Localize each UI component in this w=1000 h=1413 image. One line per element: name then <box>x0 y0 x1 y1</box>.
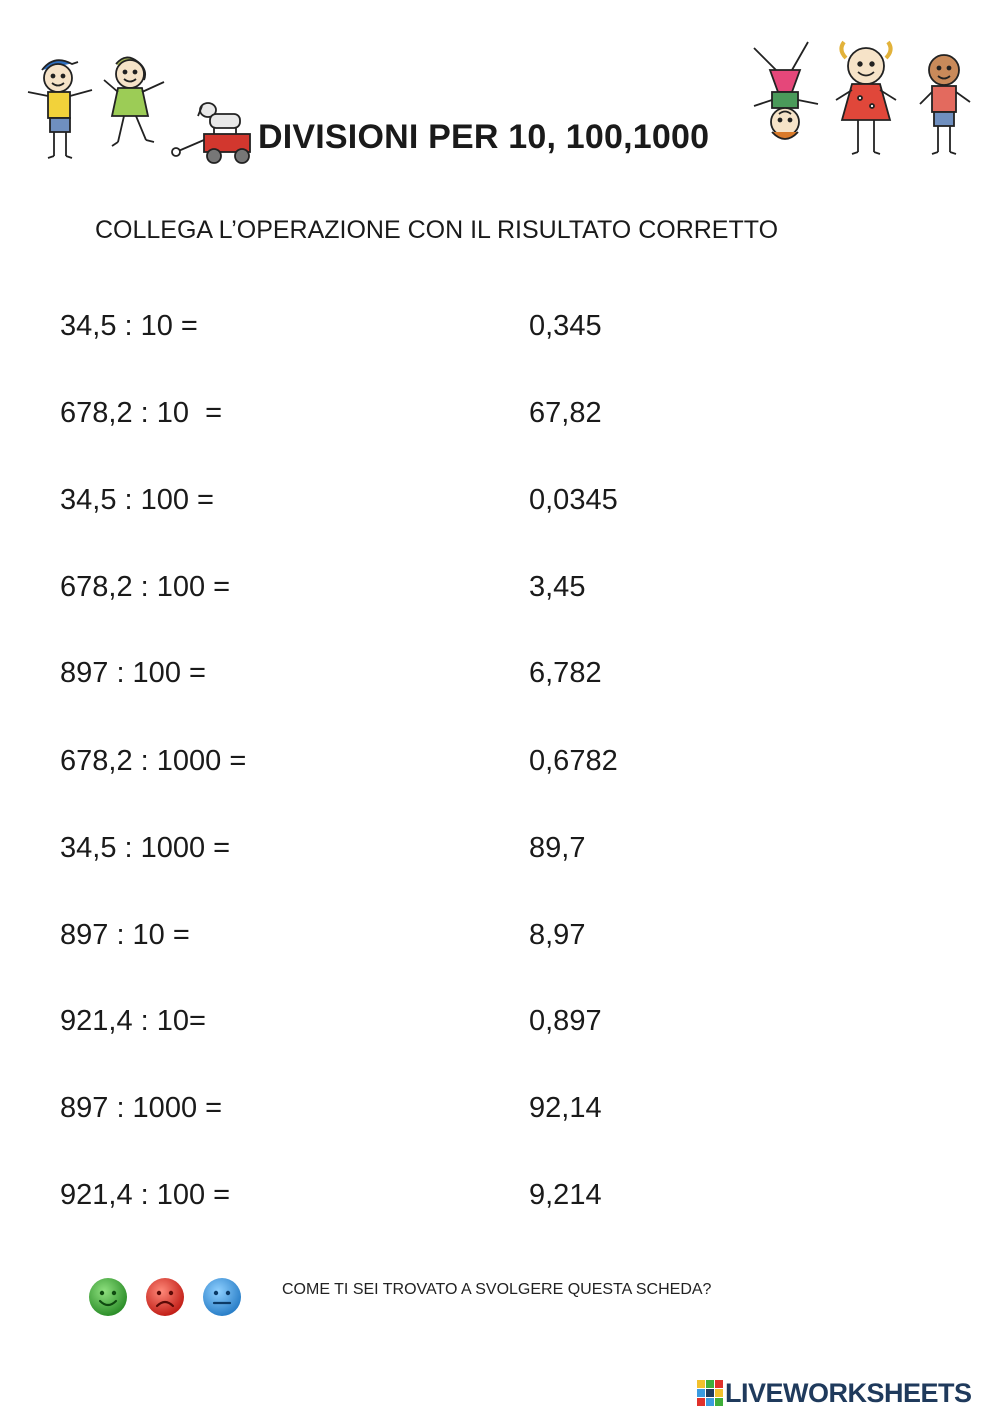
operation-item[interactable]: 921,4 : 100 = <box>60 1179 231 1211</box>
result-item[interactable]: 67,82 <box>529 397 602 429</box>
result-item[interactable]: 9,214 <box>529 1179 602 1211</box>
operation-item[interactable]: 678,2 : 100 = <box>60 571 231 603</box>
brand-name: LIVEWORKSHEETS <box>725 1377 972 1408</box>
result-item[interactable]: 6,782 <box>529 657 602 689</box>
operation-item[interactable]: 34,5 : 100 = <box>60 484 214 516</box>
operation-item[interactable]: 921,4 : 10= <box>60 1005 206 1037</box>
neutral-face-icon[interactable] <box>202 1277 242 1317</box>
happy-face-icon[interactable] <box>88 1277 128 1317</box>
feedback-question: COME TI SEI TROVATO A SVOLGERE QUESTA SCHEDA? <box>282 1281 712 1298</box>
liveworksheets-brand <box>697 1378 972 1408</box>
operation-item[interactable]: 897 : 10 = <box>60 919 190 951</box>
result-item[interactable]: 0,0345 <box>529 484 618 516</box>
operation-item[interactable]: 897 : 100 = <box>60 657 206 689</box>
instruction-text: COLLEGA L’OPERAZIONE CON IL RISULTATO CORRETTO <box>95 216 779 244</box>
operation-item[interactable]: 678,2 : 1000 = <box>60 745 247 777</box>
result-item[interactable]: 8,97 <box>529 919 586 951</box>
page-title: DIVISIONI PER 10, 100,1000 <box>258 118 710 156</box>
liveworksheets-logo-icon <box>697 1380 723 1406</box>
operation-item[interactable]: 897 : 1000 = <box>60 1092 223 1124</box>
result-item[interactable]: 0,345 <box>529 310 602 342</box>
result-item[interactable]: 89,7 <box>529 832 586 864</box>
sad-face-icon[interactable] <box>145 1277 185 1317</box>
operation-item[interactable]: 34,5 : 10 = <box>60 310 198 342</box>
result-item[interactable]: 0,6782 <box>529 745 618 777</box>
result-item[interactable]: 0,897 <box>529 1005 602 1037</box>
result-item[interactable]: 3,45 <box>529 571 586 603</box>
operation-item[interactable]: 34,5 : 1000 = <box>60 832 231 864</box>
result-item[interactable]: 92,14 <box>529 1092 602 1124</box>
operation-item[interactable]: 678,2 : 10 = <box>60 397 223 429</box>
